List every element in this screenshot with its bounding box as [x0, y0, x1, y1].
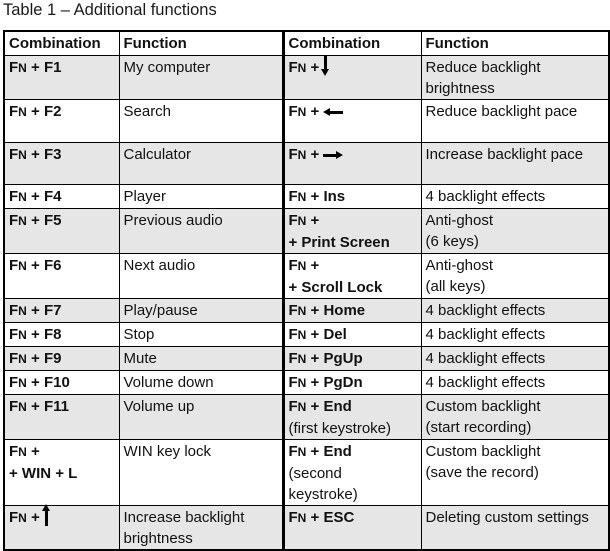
table-row	[4, 440, 609, 506]
right-function-cell	[421, 56, 609, 100]
fn-key: FN	[288, 443, 307, 460]
fn-key: FN	[9, 302, 27, 319]
function-text: 4 backlight effects	[425, 374, 546, 391]
table-row	[4, 100, 609, 143]
combination-text: FN + Home	[288, 302, 366, 319]
combination-text: FN +	[289, 57, 417, 79]
function-text: Calculator	[123, 146, 192, 163]
key-label: ESC	[323, 509, 355, 526]
fn-key: FN	[288, 326, 307, 343]
arrow-up-icon	[44, 504, 49, 526]
fn-key: FN	[9, 212, 27, 229]
combination-text: FN + F3	[9, 146, 62, 163]
table-row	[4, 347, 609, 371]
right-combination-cell	[283, 209, 421, 254]
fn-key: FN	[288, 257, 307, 274]
right-combination-cell	[283, 506, 421, 551]
combination-text: FN + Ins	[288, 188, 346, 205]
fn-key: FN	[9, 350, 27, 367]
fn-key: FN	[9, 509, 27, 526]
right-function-cell	[421, 143, 609, 185]
key-label: F8	[43, 326, 62, 343]
function-line1: Custom backlight	[425, 443, 541, 460]
combination-text: FN +	[289, 144, 417, 166]
combination-text: FN + ESC	[288, 509, 355, 526]
combination-text: FN +	[288, 257, 320, 274]
left-function-cell	[119, 209, 283, 254]
function-text: My computer	[123, 59, 211, 76]
right-function-cell	[421, 347, 609, 371]
function-text: 4 backlight effects	[425, 188, 546, 205]
table-row	[4, 254, 609, 299]
table-row	[4, 185, 609, 209]
left-combination-cell	[4, 299, 119, 323]
left-function-cell	[119, 185, 283, 209]
key-label: Ins	[323, 188, 346, 205]
arrow-down-icon	[323, 55, 328, 77]
function-text: Play/pause	[123, 302, 198, 319]
combination-line2: + Print Screen	[288, 234, 390, 251]
function-text: Reduce backlight brightness	[425, 59, 541, 97]
function-line1: Anti-ghost	[425, 212, 494, 229]
table-row	[4, 209, 609, 254]
right-function-cell	[421, 506, 609, 551]
fn-key: FN	[9, 59, 27, 76]
key-label: F5	[43, 212, 62, 229]
table-caption: Table 1 – Additional functions	[3, 1, 217, 19]
combination-text: FN +	[288, 212, 320, 229]
function-text: Stop	[123, 326, 155, 343]
key-label: F9	[43, 350, 62, 367]
fn-key: FN	[9, 443, 27, 460]
key-label: PgUp	[323, 350, 363, 367]
header-right-combination: Combination	[283, 31, 421, 56]
combination-note: (first keystroke)	[288, 420, 392, 437]
key-label: F3	[43, 146, 62, 163]
table-row	[4, 299, 609, 323]
left-function-cell	[119, 100, 283, 143]
table-row	[4, 395, 609, 440]
function-text: Increase backlight brightness	[123, 509, 245, 547]
left-combination-cell	[4, 347, 119, 371]
fn-key: FN	[288, 374, 307, 391]
function-line2: (save the record)	[425, 464, 539, 481]
left-function-cell	[119, 347, 283, 371]
left-function-cell	[119, 299, 283, 323]
combination-note-line2: keystroke)	[288, 486, 358, 503]
left-combination-cell	[4, 143, 119, 185]
fn-key: FN	[288, 509, 307, 526]
combination-text: FN + F6	[9, 257, 62, 274]
function-line2: (start recording)	[425, 419, 532, 436]
left-combination-cell	[4, 371, 119, 395]
left-combination-cell	[4, 209, 119, 254]
key-label: Home	[323, 302, 366, 319]
key-label: Del	[323, 326, 347, 343]
right-combination-cell	[283, 143, 421, 185]
right-function-cell	[421, 323, 609, 347]
table-row	[4, 506, 609, 551]
combination-text: FN + F10	[9, 374, 70, 391]
combination-text: FN + F9	[9, 350, 62, 367]
right-combination-cell	[283, 254, 421, 299]
key-label: End	[323, 443, 352, 460]
right-function-cell	[421, 185, 609, 209]
fn-key: FN	[9, 146, 27, 163]
fn-key: FN	[288, 103, 307, 120]
function-text: Deleting custom settings	[425, 509, 589, 526]
additional-functions-table	[3, 30, 610, 551]
function-text: Previous audio	[123, 212, 223, 229]
left-function-cell	[119, 395, 283, 440]
right-combination-cell	[283, 299, 421, 323]
left-function-cell	[119, 143, 283, 185]
left-function-cell	[119, 440, 283, 506]
function-text: Search	[123, 103, 172, 120]
fn-key: FN	[288, 59, 307, 76]
combination-line2: + Scroll Lock	[288, 279, 383, 296]
header-right-function: Function	[421, 31, 609, 56]
fn-key: FN	[288, 188, 307, 205]
right-combination-cell	[283, 323, 421, 347]
right-combination-cell	[283, 371, 421, 395]
table-row	[4, 371, 609, 395]
function-text: Increase backlight pace	[425, 146, 584, 163]
function-line1: Custom backlight	[425, 398, 541, 415]
right-function-cell	[421, 299, 609, 323]
fn-key: FN	[288, 302, 307, 319]
left-combination-cell	[4, 506, 119, 551]
function-text: WIN key lock	[123, 443, 212, 460]
right-function-cell	[421, 100, 609, 143]
left-combination-cell	[4, 440, 119, 506]
left-combination-cell	[4, 395, 119, 440]
left-function-cell	[119, 506, 283, 551]
left-combination-cell	[4, 254, 119, 299]
arrow-left-icon	[323, 108, 343, 116]
combination-text: FN + F1	[9, 59, 62, 76]
combination-text: FN + F7	[9, 302, 62, 319]
function-text: Next audio	[123, 257, 196, 274]
table-row	[4, 56, 609, 100]
combination-line2: + WIN + L	[9, 465, 78, 482]
fn-key: FN	[288, 146, 307, 163]
left-function-cell	[119, 254, 283, 299]
right-combination-cell	[283, 100, 421, 143]
function-text: Player	[123, 188, 167, 205]
combination-text: FN + End	[288, 398, 352, 415]
combination-text: FN + PgDn	[288, 374, 363, 391]
key-label: F10	[43, 374, 70, 391]
combination-text: FN + F2	[9, 103, 62, 120]
key-label: F2	[43, 103, 62, 120]
function-text: Volume down	[123, 374, 214, 391]
combination-text: FN + F5	[9, 212, 62, 229]
fn-key: FN	[9, 103, 27, 120]
right-function-cell	[421, 395, 609, 440]
function-text: Reduce backlight pace	[425, 103, 578, 120]
left-combination-cell	[4, 100, 119, 143]
combination-text: FN + F11	[9, 398, 69, 415]
right-combination-cell	[283, 347, 421, 371]
combination-text: FN +	[9, 507, 115, 529]
right-combination-cell	[283, 395, 421, 440]
function-text: 4 backlight effects	[425, 326, 546, 343]
function-text: Volume up	[123, 398, 195, 415]
fn-key: FN	[288, 212, 307, 229]
fn-key: FN	[9, 257, 27, 274]
fn-key: FN	[9, 188, 27, 205]
function-text: Mute	[123, 350, 157, 367]
function-line2: (6 keys)	[425, 233, 479, 250]
right-function-cell	[421, 209, 609, 254]
combination-text: FN + End	[288, 443, 352, 460]
right-function-cell	[421, 371, 609, 395]
fn-key: FN	[288, 398, 307, 415]
combination-text: FN + PgUp	[288, 350, 363, 367]
combination-note-line1: (second	[288, 465, 342, 482]
fn-key: FN	[288, 350, 307, 367]
right-function-cell	[421, 440, 609, 506]
key-label: PgDn	[323, 374, 363, 391]
table-row	[4, 143, 609, 185]
right-combination-cell	[283, 185, 421, 209]
combination-text: FN + F4	[9, 188, 62, 205]
header-left-function: Function	[119, 31, 283, 56]
table-row	[4, 323, 609, 347]
left-combination-cell	[4, 56, 119, 100]
left-function-cell	[119, 56, 283, 100]
combination-text: FN +	[289, 101, 417, 123]
right-function-cell	[421, 254, 609, 299]
fn-key: FN	[9, 398, 27, 415]
key-label: F1	[43, 59, 62, 76]
key-label: F11	[43, 398, 69, 415]
combination-text: FN + F8	[9, 326, 62, 343]
key-label: F4	[43, 188, 62, 205]
combination-text: FN + Del	[288, 326, 347, 343]
function-text: 4 backlight effects	[425, 350, 546, 367]
left-combination-cell	[4, 323, 119, 347]
left-function-cell	[119, 371, 283, 395]
key-label: F6	[43, 257, 62, 274]
right-combination-cell	[283, 56, 421, 100]
left-function-cell	[119, 323, 283, 347]
key-label: End	[323, 398, 352, 415]
function-line1: Anti-ghost	[425, 257, 494, 274]
left-combination-cell	[4, 185, 119, 209]
header-left-combination: Combination	[4, 31, 119, 56]
function-line2: (all keys)	[425, 278, 486, 295]
fn-key: FN	[9, 326, 27, 343]
header-row	[4, 31, 609, 56]
arrow-right-icon	[323, 151, 343, 159]
function-text: 4 backlight effects	[425, 302, 546, 319]
right-combination-cell	[283, 440, 421, 506]
key-label: F7	[43, 302, 62, 319]
fn-key: FN	[9, 374, 27, 391]
combination-text: FN +	[9, 443, 40, 460]
